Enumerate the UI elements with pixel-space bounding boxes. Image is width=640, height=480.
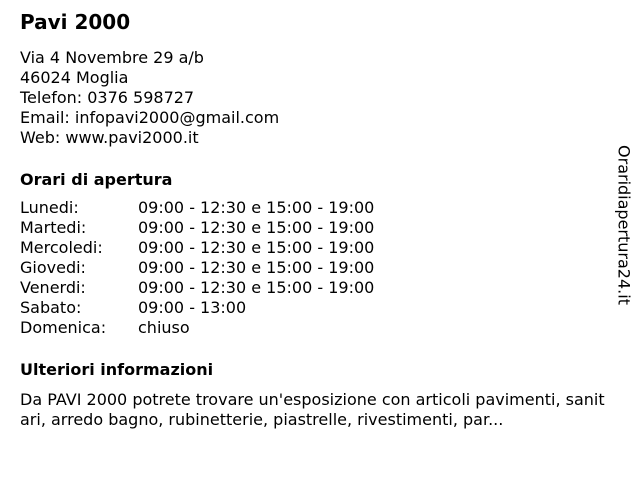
city-line: 46024 Moglia [20,68,129,87]
day-label: Sabato: [20,298,82,317]
hours-row [20,198,610,218]
contact-block [20,48,610,148]
email-line: Email: infopavi2000@gmail.com [20,108,280,127]
hours-row [20,278,610,298]
info-heading: Ulteriori informazioni [20,360,214,379]
site-watermark: Oraridiapertura24.it [614,145,634,305]
day-label: Mercoledi: [20,238,103,257]
hours-row [20,238,610,258]
day-label: Lunedi: [20,198,79,217]
time-value: 09:00 - 12:30 e 15:00 - 19:00 [138,218,375,237]
hours-heading: Orari di apertura [20,170,173,189]
day-label: Giovedi: [20,258,86,277]
time-value: 09:00 - 12:30 e 15:00 - 19:00 [138,258,375,277]
business-name: Pavi 2000 [20,10,131,34]
hours-row [20,318,610,338]
day-label: Domenica: [20,318,107,337]
time-value: 09:00 - 12:30 e 15:00 - 19:00 [138,238,375,257]
phone-line: Telefon: 0376 598727 [20,88,195,107]
business-card [20,0,610,430]
time-value: chiuso [138,318,190,337]
hours-row [20,298,610,318]
time-value: 09:00 - 12:30 e 15:00 - 19:00 [138,278,375,297]
time-value: 09:00 - 13:00 [138,298,247,317]
hours-row [20,218,610,238]
hours-row [20,258,610,278]
hours-table [20,198,610,338]
time-value: 09:00 - 12:30 e 15:00 - 19:00 [138,198,375,217]
info-description: Da PAVI 2000 potrete trovare un'esposizione con articoli pavimenti, sanitari, arredo bagno, rubinetterie, piastrelle, rivestimenti, par... [20,390,605,429]
day-label: Venerdi: [20,278,86,297]
web-line: Web: www.pavi2000.it [20,128,199,147]
day-label: Martedi: [20,218,87,237]
address-line: Via 4 Novembre 29 a/b [20,48,204,67]
